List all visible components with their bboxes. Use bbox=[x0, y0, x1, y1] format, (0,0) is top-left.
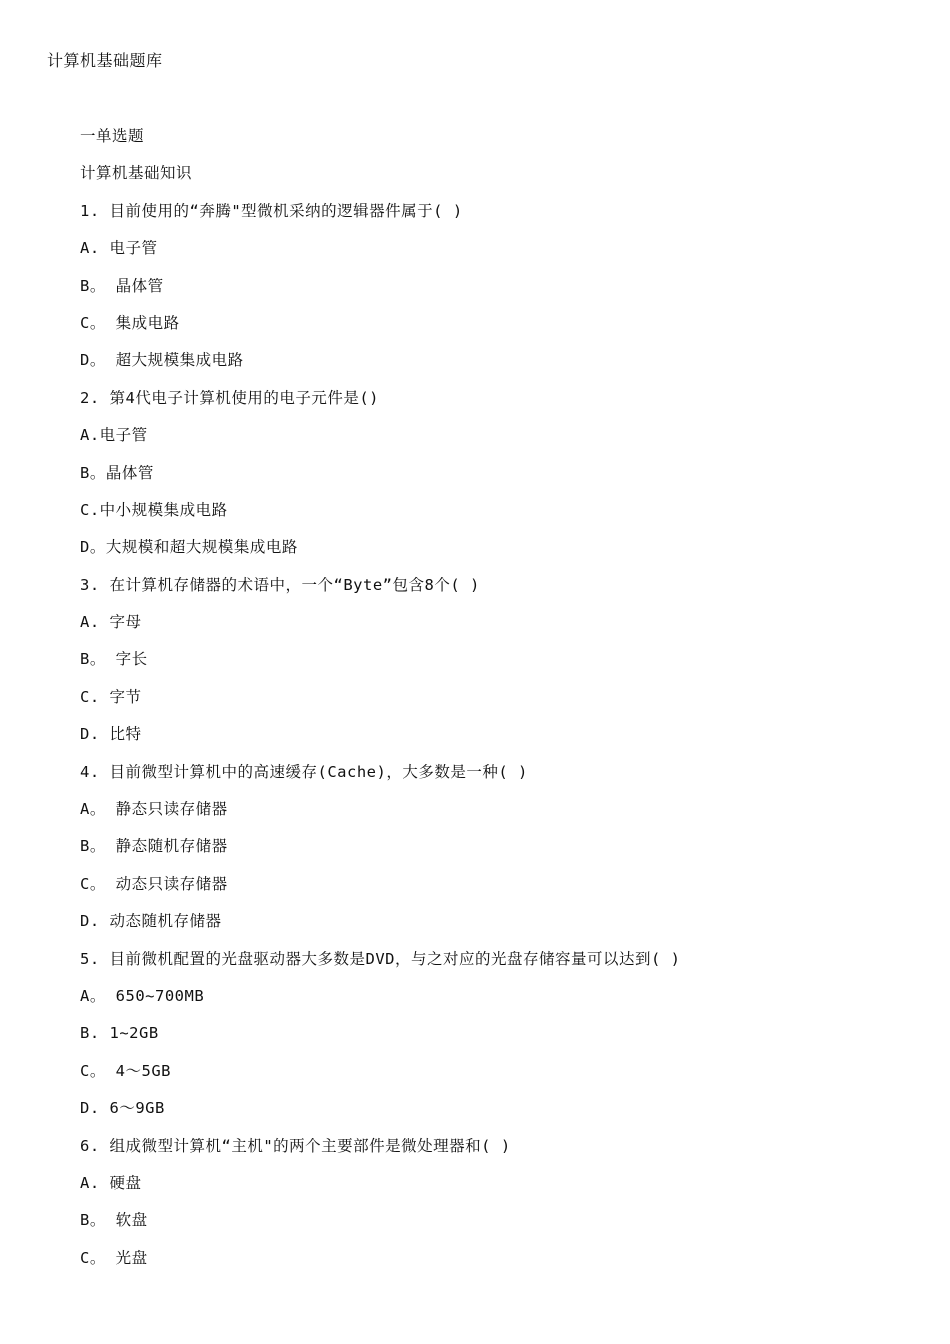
option-b: B。 静态随机存储器 bbox=[80, 837, 228, 856]
question-5 bbox=[80, 948, 920, 1135]
option-c: C。 光盘 bbox=[80, 1248, 148, 1267]
option-c: C。 动态只读存储器 bbox=[80, 874, 228, 893]
question-stem: 6. 组成微型计算机“主机"的两个主要部件是微处理器和( ) bbox=[80, 1136, 511, 1155]
option-b: B。 软盘 bbox=[80, 1211, 148, 1230]
question-4 bbox=[80, 761, 920, 948]
option-a: A. 硬盘 bbox=[80, 1173, 142, 1192]
option-d: D. 动态随机存储器 bbox=[80, 912, 222, 931]
option-d: D。大规模和超大规模集成电路 bbox=[80, 538, 298, 557]
option-b: B。晶体管 bbox=[80, 463, 154, 482]
question-stem: 2. 第4代电子计算机使用的电子元件是() bbox=[80, 388, 379, 407]
section-title: 一单选题 bbox=[80, 127, 145, 145]
option-d: D. 比特 bbox=[80, 725, 142, 744]
option-d: D. 6～9GB bbox=[80, 1099, 165, 1118]
option-d: D。 超大规模集成电路 bbox=[80, 351, 244, 370]
question-stem: 4. 目前微型计算机中的高速缓存(Cache)，大多数是一种( ) bbox=[80, 762, 528, 781]
question-stem: 3. 在计算机存储器的术语中，一个“Byte”包含8个( ) bbox=[80, 575, 480, 594]
option-c: C。 4～5GB bbox=[80, 1061, 171, 1080]
option-c: C. 字节 bbox=[80, 687, 142, 706]
question-6 bbox=[80, 1135, 920, 1285]
question-stem: 5. 目前微机配置的光盘驱动器大多数是DVD，与之对应的光盘存储容量可以达到( ) bbox=[80, 949, 681, 968]
option-a: A。 静态只读存储器 bbox=[80, 800, 228, 819]
option-a: A. 电子管 bbox=[80, 239, 158, 258]
option-c: C.中小规模集成电路 bbox=[80, 500, 228, 519]
document-body bbox=[80, 125, 920, 1284]
option-a: A。 650~700MB bbox=[80, 986, 205, 1005]
question-2 bbox=[80, 387, 920, 574]
option-b: B. 1~2GB bbox=[80, 1024, 159, 1043]
section-subtitle: 计算机基础知识 bbox=[80, 164, 193, 183]
question-stem: 1. 目前使用的“奔腾"型微机采纳的逻辑器件属于( ) bbox=[80, 201, 463, 220]
option-b: B。 晶体管 bbox=[80, 276, 164, 295]
option-c: C。 集成电路 bbox=[80, 313, 180, 332]
option-a: A. 字母 bbox=[80, 613, 142, 632]
option-a: A.电子管 bbox=[80, 426, 148, 445]
question-3 bbox=[80, 574, 920, 761]
option-b: B。 字长 bbox=[80, 650, 148, 669]
document-header: 计算机基础题库 bbox=[47, 51, 163, 70]
question-1 bbox=[80, 200, 920, 387]
